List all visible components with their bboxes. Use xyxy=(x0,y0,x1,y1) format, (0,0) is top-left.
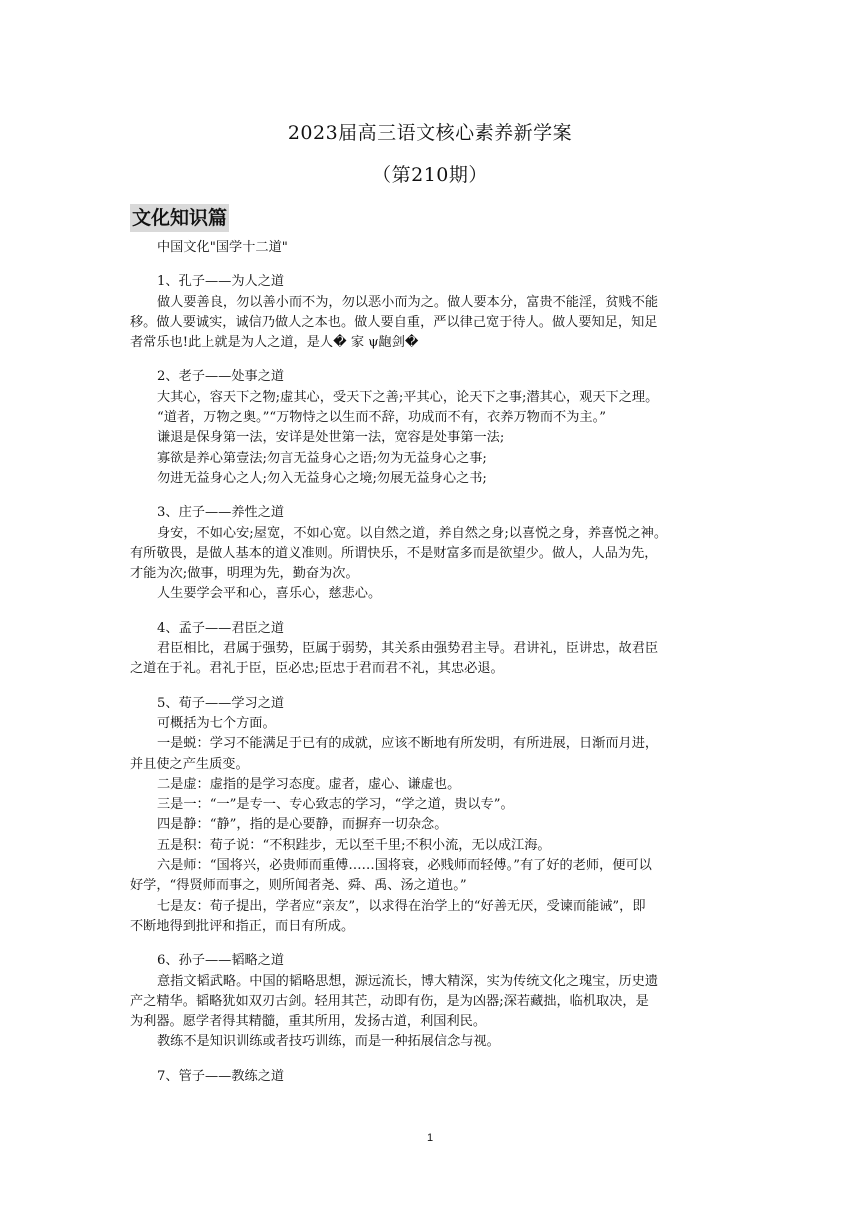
paragraph-line: 可概括为七个方面。 xyxy=(157,715,276,731)
paragraph-line: 好学，“得贤师而事之，则所闻者尧、舜、禹、汤之道也。” xyxy=(130,878,467,894)
subsection-heading: 4、孟子——君臣之道 xyxy=(157,620,285,636)
section-gap xyxy=(130,680,742,694)
paragraph-line: 四是静：“静”，指的是心要静，而摒弃一切杂念。 xyxy=(157,817,448,833)
section-gap xyxy=(130,353,742,367)
paragraph-line: 不断地得到批评和指正，而日有所成。 xyxy=(130,918,355,934)
paragraph-line: 教练不是知识训练或者技巧训练，而是一种拓展信念与视。 xyxy=(157,1034,500,1050)
paragraph-line: 六是师：“国将兴，必贵师而重傅……国将衰，必贱师而轻傅。”有了好的老师，便可以 xyxy=(157,858,652,874)
document-body xyxy=(130,238,742,1087)
paragraph-line: 者常乐也!此上就是为人之道，是人� 家 ψ龅剑� xyxy=(130,335,419,351)
paragraph-line: 之道在于礼。君礼于臣，臣必忠;臣忠于君而君不礼，其忠必退。 xyxy=(130,661,504,677)
paragraph-line: 人生要学会平和心，喜乐心，慈悲心。 xyxy=(157,586,382,602)
paragraph-line: 勿进无益身心之人;勿入无益身心之境;勿展无益身心之书; xyxy=(157,470,487,486)
paragraph-line: 移。做人要诚实，诚信乃做人之本也。做人要自重，严以律己宽于待人。做人要知足，知足 xyxy=(130,314,658,330)
subsection-heading: 3、庄子——养性之道 xyxy=(157,505,285,521)
subsection-heading: 2、老子——处事之道 xyxy=(157,369,285,385)
paragraph-line: “道者，万物之奥。”“万物恃之以生而不辞，功成而不有，衣养万物而不为主。” xyxy=(157,410,606,426)
paragraph-line: 二是虚：虚指的是学习态度。虚者，虚心、谦虚也。 xyxy=(157,776,461,792)
intro-line: 中国文化"国学十二道" xyxy=(157,240,288,255)
paragraph-line: 有所敬畏，是做人基本的道义准则。所谓快乐，不是财富多而是欲望少。做人，人品为先， xyxy=(130,545,658,561)
paragraph-line: 意指文韬武略。中国的韬略思想，源远流长，博大精深，实为传统文化之瑰宝，历史遗 xyxy=(157,973,659,989)
paragraph-line: 产之精华。韬略犹如双刃古剑。轻用其芒，动即有伤，是为凶器;深若藏拙，临机取决，是 xyxy=(130,993,649,1009)
paragraph-line: 谦退是保身第一法，安详是处世第一法，宽容是处事第一法; xyxy=(157,430,505,446)
paragraph-line: 为利器。愿学者得其精髓，重其所用，发扬古道，利国利民。 xyxy=(130,1014,487,1030)
paragraph-line: 七是友：荀子提出，学者应“亲友”，以求得在治学上的“好善无厌，受谏而能诫”，即 xyxy=(157,898,646,914)
paragraph-line: 并且使之产生质变。 xyxy=(130,756,249,772)
section-gap xyxy=(130,258,742,272)
paragraph-line: 身安，不如心安;屋宽，不如心宽。以自然之道，养自然之身;以喜悦之身，养喜悦之神。 xyxy=(157,525,668,541)
subsection-heading: 1、孔子——为人之道 xyxy=(157,274,285,290)
subsection-heading: 5、荀子——学习之道 xyxy=(157,695,285,711)
paragraph-line: 大其心，容天下之物;虚其心，受天下之善;平其心，论天下之事;潜其心，观天下之理。 xyxy=(157,389,659,405)
section-gap xyxy=(130,1053,742,1067)
issue-number: （第210期） xyxy=(372,164,488,186)
paragraph-line: 君臣相比，君属于强势，臣属于弱势，其关系由强势君主导。君讲礼，臣讲忠，故君臣 xyxy=(157,641,659,657)
paragraph-line: 寡欲是养心第壹法;勿言无益身心之语;勿为无益身心之事; xyxy=(157,450,487,466)
section-gap xyxy=(130,605,742,619)
section-heading: 文化知识篇 xyxy=(130,204,229,232)
subsection-heading: 7、管子——教练之道 xyxy=(157,1068,285,1084)
page-number: 1 xyxy=(426,1132,434,1144)
section-gap xyxy=(130,937,742,951)
paragraph-line: 五是积：荀子说：“不积跬步，无以至千里;不积小流，无以成江海。 xyxy=(157,837,551,853)
paragraph-line: 一是蜕：学习不能满足于已有的成就，应该不断地有所发明，有所进展，日渐而月进， xyxy=(157,736,659,752)
subsection-heading: 6、孙子——韬略之道 xyxy=(157,953,285,969)
paragraph-line: 才能为次;做事，明理为先，勤奋为次。 xyxy=(130,566,359,582)
document-title: 2023届高三语文核心素养新学案 xyxy=(287,122,573,144)
section-gap xyxy=(130,489,742,503)
paragraph-line: 三是一：“一”是专一、专心致志的学习，“学之道，贵以专”。 xyxy=(157,797,514,813)
paragraph-line: 做人要善良，勿以善小而不为，勿以恶小而为之。做人要本分，富贵不能淫，贫贱不能 xyxy=(157,294,659,310)
